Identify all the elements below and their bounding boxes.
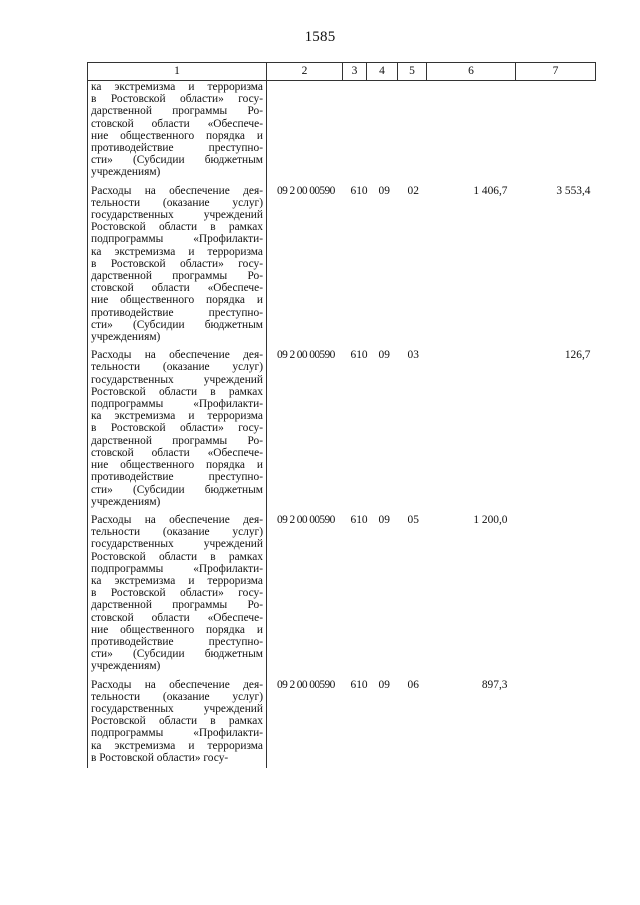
amount-year-2 <box>516 512 596 677</box>
description-line: Расходы на обеспечение дея- <box>91 184 263 197</box>
description-line: Расходы на обеспечение дея- <box>91 349 263 362</box>
section-code: 09 <box>378 513 390 526</box>
description-line: в Ростовской области» госу- <box>91 751 229 764</box>
description-line: стовской области «Обеспече- <box>91 117 263 130</box>
description-line: ка экстремизма и терроризма <box>91 410 263 423</box>
description-line: Расходы на обеспечение дея- <box>91 678 263 691</box>
description-line: в Ростовской области» госу- <box>91 93 263 106</box>
description-line: ние общественного порядка и <box>91 294 263 307</box>
description-line: сти» (Субсидии бюджетным <box>91 154 263 167</box>
expense-type-code: 610 <box>350 513 368 526</box>
table-row <box>88 347 596 512</box>
table-row <box>88 81 596 183</box>
description-line: Ростовской области в рамках <box>91 221 263 234</box>
description-line: ка экстремизма и терроризма <box>91 739 263 752</box>
description-line: ние общественного порядка и <box>91 459 263 472</box>
description-line: учреждениям) <box>91 660 161 673</box>
description-line: государственных учреждений <box>91 702 263 715</box>
description-line: государственных учреждений <box>91 373 263 386</box>
row-description <box>88 677 267 768</box>
description-line: учреждениям) <box>91 331 161 344</box>
target-article-code: 09 2 00 00590 <box>277 349 335 362</box>
description-line: Расходы на обеспечение дея- <box>91 513 263 526</box>
column-header: 5 <box>398 63 427 81</box>
budget-table <box>87 62 596 768</box>
description-line: тельности (оказание услуг) <box>91 361 263 374</box>
target-article-code: 09 2 00 00590 <box>277 678 335 691</box>
description-line: стовской области «Обеспече- <box>91 282 263 295</box>
description-line: сти» (Субсидии бюджетным <box>91 648 263 661</box>
target-article-code: 09 2 00 00590 <box>277 184 335 197</box>
subsection-code: 03 <box>407 349 419 362</box>
description-line: тельности (оказание услуг) <box>91 526 263 539</box>
amount-year-1: 1 406,7 <box>473 184 508 197</box>
description-line: ние общественного порядка и <box>91 129 263 142</box>
description-line: в Ростовской области» госу- <box>91 587 263 600</box>
description-line: ка экстремизма и терроризма <box>91 574 263 587</box>
description-line: стовской области «Обеспече- <box>91 611 263 624</box>
section-code: 09 <box>378 184 390 197</box>
description-line: противодействие преступно- <box>91 635 263 648</box>
row-description <box>88 81 267 183</box>
amount-year-1 <box>427 347 516 512</box>
table-header-row <box>88 63 596 81</box>
description-line: в Ростовской области» госу- <box>91 422 263 435</box>
description-line: подпрограммы «Профилакти- <box>91 727 263 740</box>
description-line: ка экстремизма и терроризма <box>91 81 263 93</box>
amount-year-1: 1 200,0 <box>473 513 508 526</box>
subsection-code: 06 <box>407 678 419 691</box>
table-row <box>88 183 596 348</box>
target-article-code: 09 2 00 00590 <box>277 513 335 526</box>
expense-type-code <box>343 81 367 183</box>
description-line: дарственной программы Ро- <box>91 434 263 447</box>
description-line: Ростовской области в рамках <box>91 385 263 398</box>
amount-year-2 <box>516 677 596 768</box>
subsection-code: 02 <box>407 184 419 197</box>
description-line: учреждениям) <box>91 166 161 179</box>
description-line: противодействие преступно- <box>91 306 263 319</box>
table-row <box>88 512 596 677</box>
column-header: 2 <box>267 63 343 81</box>
description-line: тельности (оказание услуг) <box>91 690 263 703</box>
row-description <box>88 183 267 348</box>
subsection-code <box>398 81 427 183</box>
description-line: ние общественного порядка и <box>91 623 263 636</box>
description-line: дарственной программы Ро- <box>91 105 263 118</box>
description-line: Ростовской области в рамках <box>91 550 263 563</box>
description-line: противодействие преступно- <box>91 471 263 484</box>
description-line: государственных учреждений <box>91 538 263 551</box>
amount-year-2: 126,7 <box>564 349 591 362</box>
column-header: 6 <box>427 63 516 81</box>
expense-type-code: 610 <box>350 678 368 691</box>
description-line: стовской области «Обеспече- <box>91 446 263 459</box>
section-code <box>367 81 398 183</box>
page-number: 1585 <box>304 29 336 45</box>
description-line: дарственной программы Ро- <box>91 599 263 612</box>
description-line: подпрограммы «Профилакти- <box>91 562 263 575</box>
subsection-code: 05 <box>407 513 419 526</box>
amount-year-1: 897,3 <box>481 678 508 691</box>
description-line: подпрограммы «Профилакти- <box>91 233 263 246</box>
column-header: 3 <box>343 63 367 81</box>
section-code: 09 <box>378 349 390 362</box>
section-code: 09 <box>378 678 390 691</box>
amount-year-1 <box>427 81 516 183</box>
table-row <box>88 677 596 768</box>
description-line: ка экстремизма и терроризма <box>91 245 263 258</box>
expense-type-code: 610 <box>350 349 368 362</box>
description-line: в Ростовской области» госу- <box>91 257 263 270</box>
description-line: тельности (оказание услуг) <box>91 196 263 209</box>
description-line: учреждениям) <box>91 495 161 508</box>
description-line: сти» (Субсидии бюджетным <box>91 318 263 331</box>
description-line: противодействие преступно- <box>91 142 263 155</box>
column-header: 4 <box>367 63 398 81</box>
amount-year-2 <box>516 81 596 183</box>
description-line: Ростовской области в рамках <box>91 715 263 728</box>
column-header: 7 <box>516 63 596 81</box>
description-line: государственных учреждений <box>91 209 263 222</box>
expense-type-code: 610 <box>350 184 368 197</box>
description-line: сти» (Субсидии бюджетным <box>91 483 263 496</box>
row-description <box>88 512 267 677</box>
target-article-code <box>267 81 343 183</box>
row-description <box>88 347 267 512</box>
column-header: 1 <box>88 63 267 81</box>
amount-year-2: 3 553,4 <box>556 184 591 197</box>
description-line: дарственной программы Ро- <box>91 270 263 283</box>
description-line: подпрограммы «Профилакти- <box>91 398 263 411</box>
